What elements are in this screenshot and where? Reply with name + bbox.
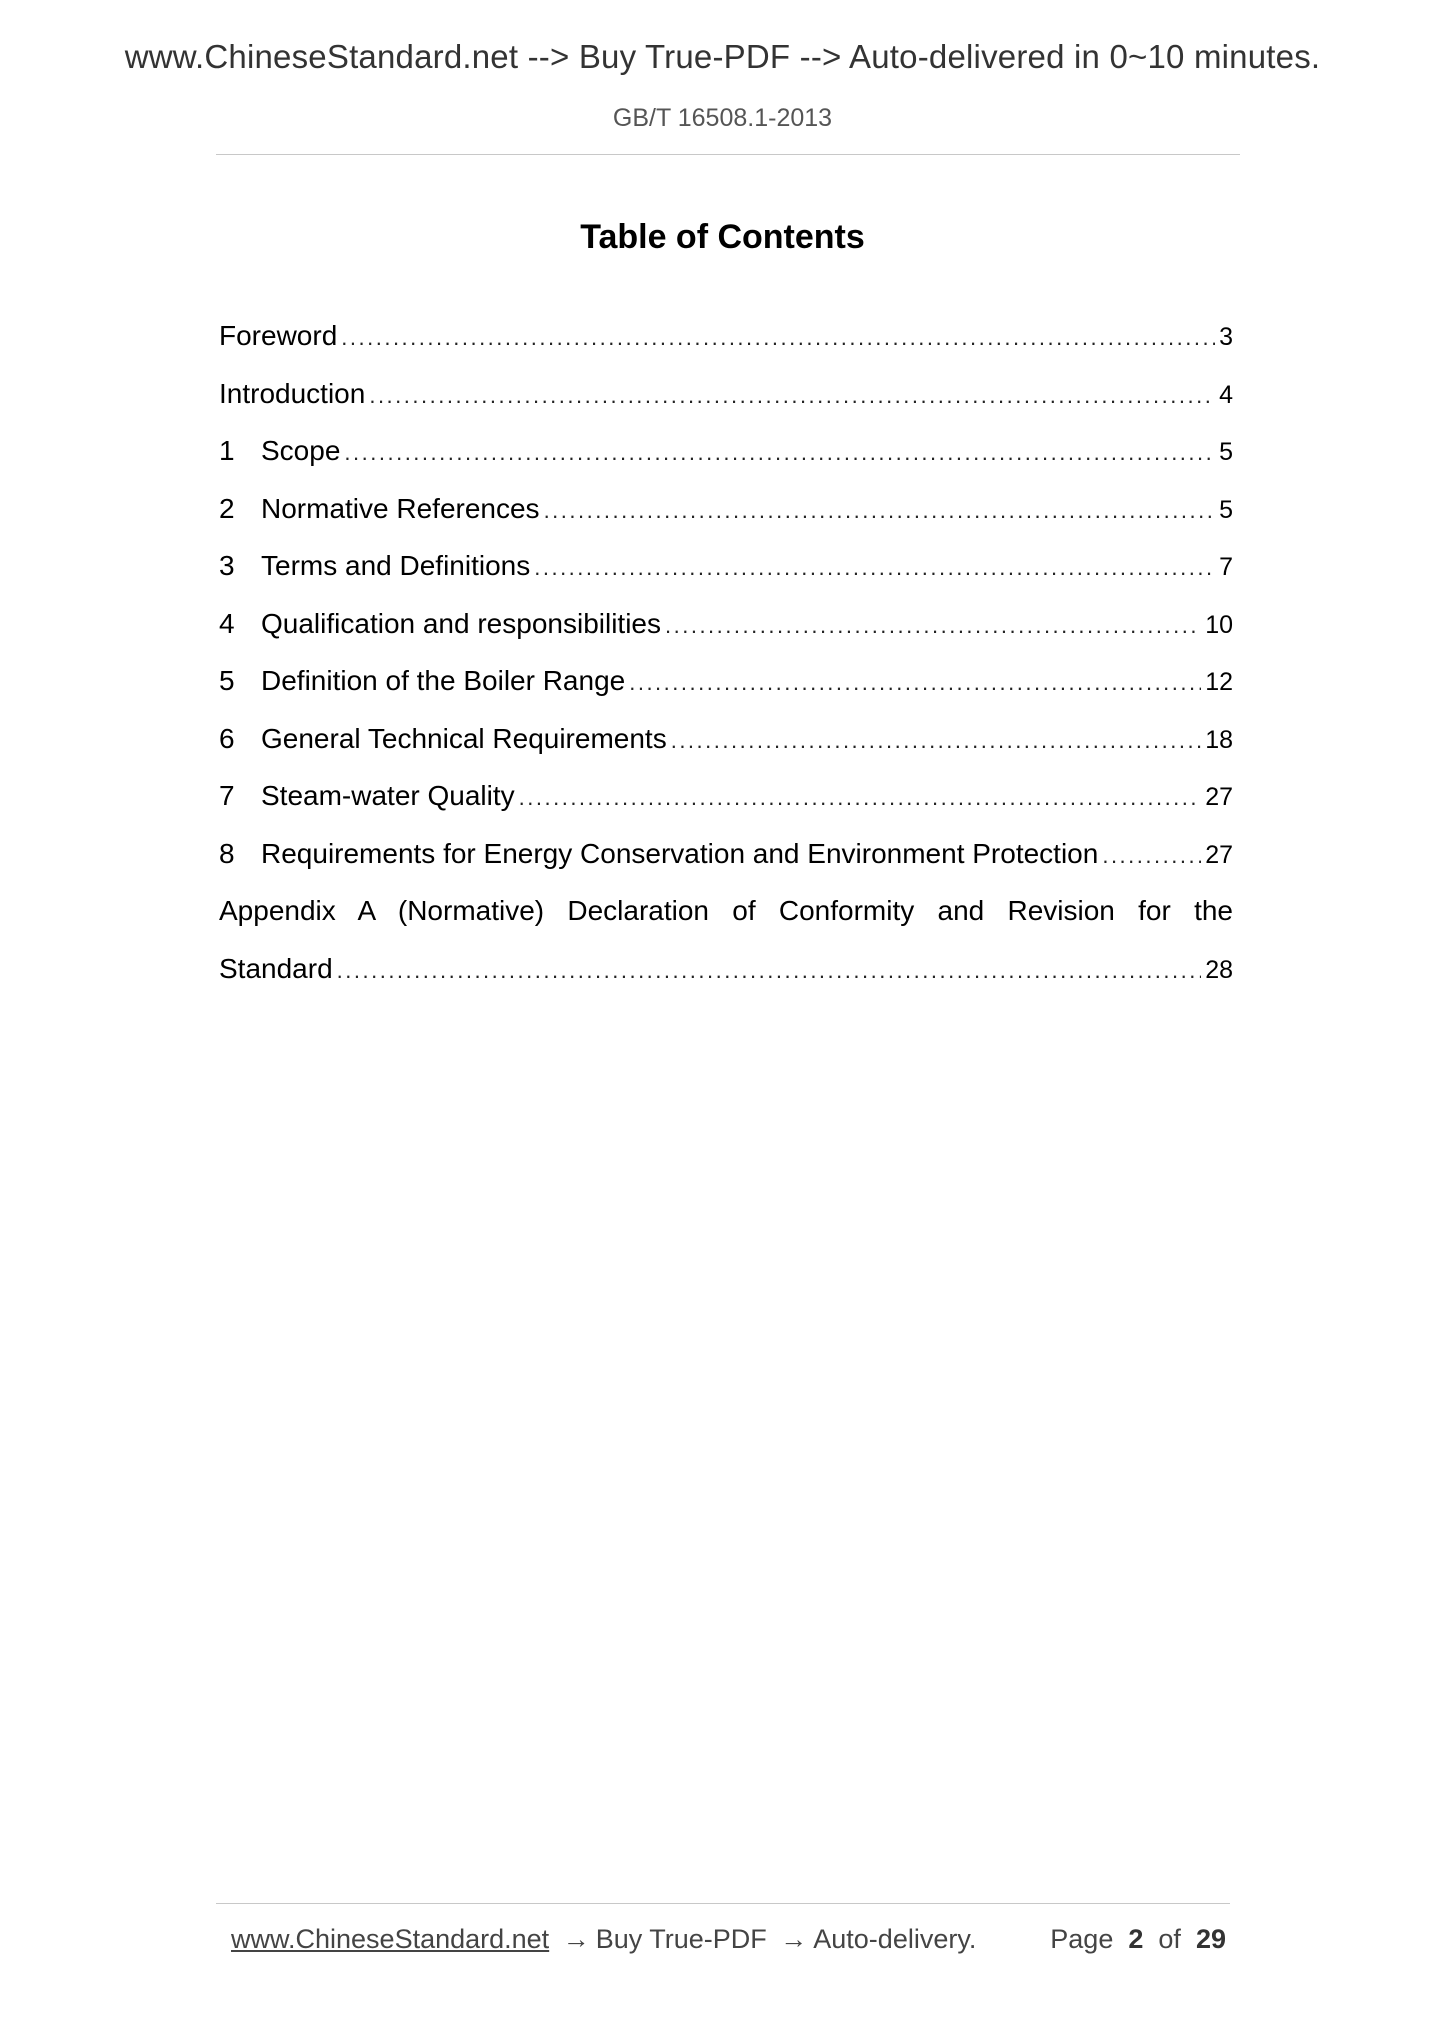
page-current: 2 bbox=[1128, 1924, 1144, 1954]
toc-entry-label: Steam-water Quality bbox=[261, 780, 515, 811]
toc-leader-dots bbox=[519, 785, 1202, 811]
toc-entry-foreword[interactable] bbox=[219, 320, 1233, 378]
toc-entry-number: 2 bbox=[219, 492, 235, 524]
page-of-label: of bbox=[1158, 1924, 1181, 1954]
toc-entry-number: 1 bbox=[219, 435, 235, 466]
toc-entry-energy-conservation[interactable] bbox=[219, 838, 1233, 896]
toc-entry-page: 28 bbox=[1205, 955, 1233, 984]
toc-entry-label: Scope bbox=[261, 435, 341, 466]
toc-entry-number: 7 bbox=[219, 780, 235, 811]
toc-entry-label: Terms and Definitions bbox=[261, 550, 531, 581]
toc-entry-page: 7 bbox=[1219, 553, 1233, 581]
toc-leader-dots bbox=[671, 728, 1201, 754]
toc-entry-label: Introduction bbox=[219, 377, 366, 409]
toc-leader-dots bbox=[544, 498, 1215, 524]
toc-entry-number: 5 bbox=[219, 665, 235, 696]
toc-entry-steam-water[interactable] bbox=[219, 780, 1233, 838]
toc-entry-number: 6 bbox=[219, 722, 235, 754]
toc-entry-normative-references[interactable] bbox=[219, 493, 1233, 551]
page-label: Page bbox=[1050, 1924, 1114, 1954]
toc-leader-dots bbox=[665, 613, 1201, 639]
toc-entry-number: 8 bbox=[219, 837, 235, 869]
toc-leader-dots bbox=[337, 958, 1202, 984]
page-number bbox=[1050, 1924, 1226, 1955]
toc-entry-qualification[interactable] bbox=[219, 608, 1233, 666]
toc-title: Table of Contents bbox=[580, 218, 865, 256]
toc-entry-appendix-line1[interactable] bbox=[219, 895, 1233, 953]
footer-site-link[interactable]: www.ChineseStandard.net bbox=[231, 1924, 550, 1954]
toc-entry-page: 27 bbox=[1205, 783, 1233, 811]
toc-entry-page: 5 bbox=[1219, 438, 1233, 466]
toc-entry-label: Normative References bbox=[261, 492, 540, 524]
toc-entry-label: Standard bbox=[219, 952, 333, 984]
toc-entry-label: Appendix A (Normative) Declaration of Conformity and Revision for the bbox=[219, 895, 1233, 926]
toc-leader-dots bbox=[629, 670, 1201, 696]
document-code: GB/T 16508.1-2013 bbox=[612, 104, 833, 132]
toc-leader-dots bbox=[369, 383, 1215, 409]
arrow-right-icon: → bbox=[780, 1924, 808, 1954]
toc-entry-introduction[interactable] bbox=[219, 378, 1233, 436]
toc-entry-page: 18 bbox=[1205, 725, 1233, 754]
footer-buy-text: Buy True-PDF bbox=[595, 1924, 767, 1954]
footer-promo bbox=[231, 1924, 976, 1955]
toc-entry-page: 5 bbox=[1219, 495, 1233, 524]
toc-entry-page: 4 bbox=[1219, 380, 1233, 409]
toc-entry-label: Definition of the Boiler Range bbox=[261, 665, 626, 696]
toc-entry-label: General Technical Requirements bbox=[261, 722, 667, 754]
toc-entry-boiler-range[interactable] bbox=[219, 665, 1233, 723]
toc-entry-page: 27 bbox=[1205, 840, 1233, 869]
footer-delivery-text: Auto-delivery. bbox=[813, 1924, 977, 1954]
toc-entry-page: 10 bbox=[1205, 610, 1233, 639]
toc-entry-number: 3 bbox=[219, 550, 235, 581]
toc-entry-appendix-line2[interactable] bbox=[219, 953, 1233, 1011]
toc-entry-page: 3 bbox=[1219, 323, 1233, 351]
toc-leader-dots bbox=[341, 325, 1215, 351]
toc-entry-number: 4 bbox=[219, 607, 235, 639]
toc-entry-terms-definitions[interactable] bbox=[219, 550, 1233, 608]
toc-entry-label: Qualification and responsibilities bbox=[261, 607, 661, 639]
table-of-contents bbox=[219, 320, 1233, 1010]
toc-entry-label: Requirements for Energy Conservation and Environment Protection bbox=[261, 837, 1099, 869]
site-banner: www.ChineseStandard.net --> Buy True-PDF --> Auto-delivered in 0~10 minutes. bbox=[124, 38, 1321, 75]
toc-leader-dots bbox=[344, 440, 1215, 466]
toc-entry-page: 12 bbox=[1205, 668, 1233, 696]
header-divider bbox=[216, 154, 1240, 155]
footer-divider bbox=[216, 1903, 1230, 1904]
toc-leader-dots bbox=[534, 555, 1215, 581]
arrow-right-icon: → bbox=[562, 1924, 590, 1954]
toc-entry-label: Foreword bbox=[219, 320, 338, 351]
toc-entry-general-technical[interactable] bbox=[219, 723, 1233, 781]
toc-entry-scope[interactable] bbox=[219, 435, 1233, 493]
page-total: 29 bbox=[1195, 1924, 1226, 1954]
toc-leader-dots bbox=[1102, 843, 1201, 869]
page-footer bbox=[231, 1924, 1226, 1955]
